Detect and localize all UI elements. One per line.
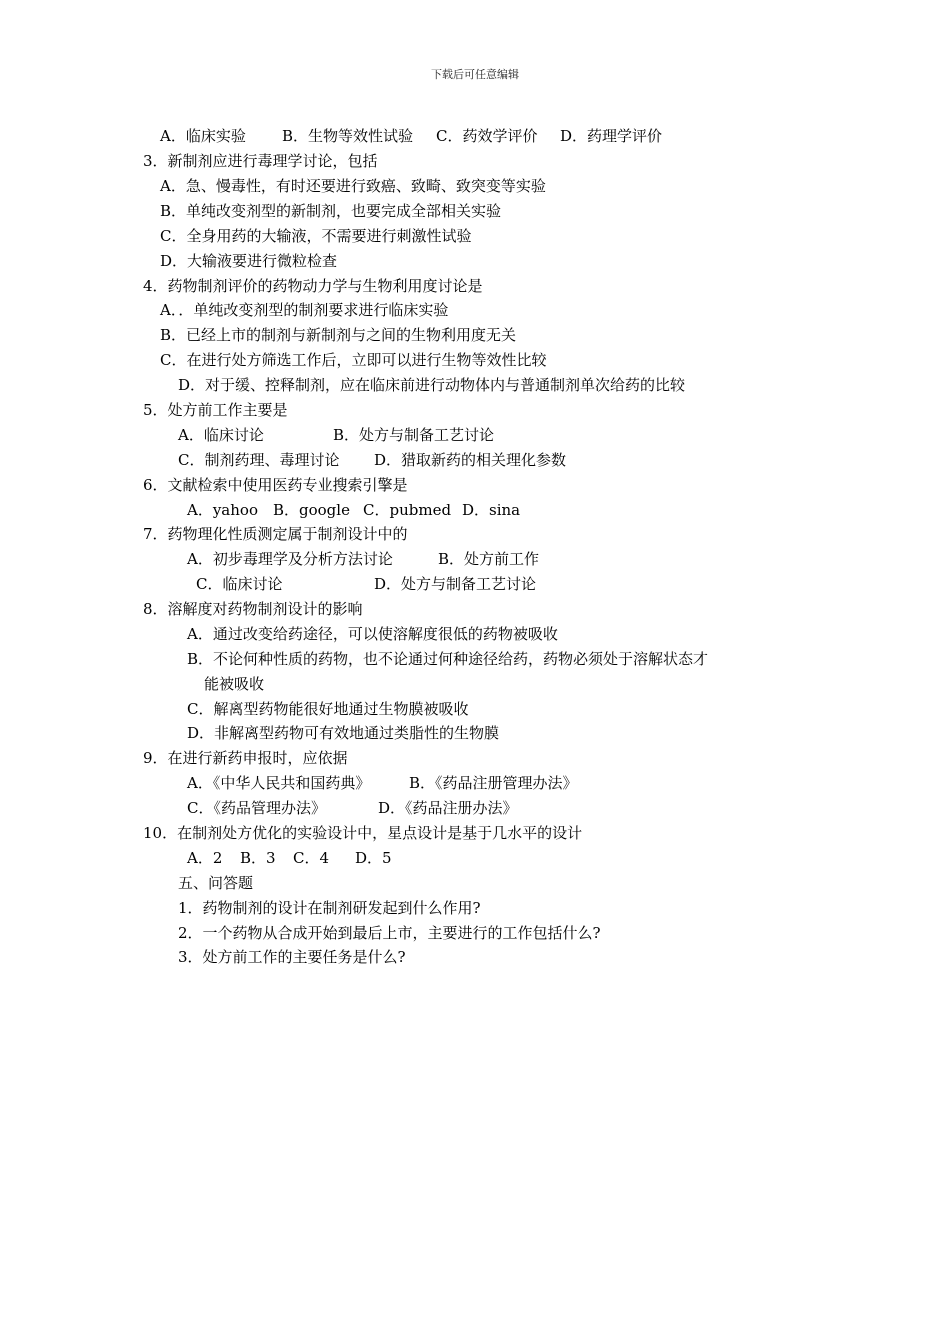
q8-option-c: C．解离型药物能很好地通过生物膜被吸收: [187, 700, 469, 718]
q7-option-c: C．临床讨论: [196, 575, 283, 593]
q3-option-a: A．急、慢毒性，有时还要进行致癌、致畸、致突变等实验: [160, 177, 546, 195]
q7-option-d: D．处方与制备工艺讨论: [374, 575, 537, 593]
page-header: 下载后可任意编辑: [431, 68, 519, 81]
q4-option-b: B．已经上市的制剂与新制剂与之间的生物利用度无关: [160, 326, 517, 344]
q10-option-b: B．3: [240, 849, 276, 867]
q8-option-a: A．通过改变给药途径，可以使溶解度很低的药物被吸收: [187, 625, 558, 643]
q3-option-c: C．全身用药的大输液，不需要进行刺激性试验: [160, 227, 472, 245]
q6-stem: 6．文献检索中使用医药专业搜索引擎是: [143, 476, 408, 494]
q9-option-c: C．《药品管理办法》: [187, 799, 326, 817]
q4-stem: 4．药物制剂评价的药物动力学与生物利用度讨论是: [143, 277, 483, 295]
q9-option-b: B．《药品注册管理办法》: [409, 774, 578, 792]
q3-option-b: B．单纯改变剂型的新制剂，也要完成全部相关实验: [160, 202, 502, 220]
q8-option-b: B．不论何种性质的药物，也不论通过何种途径给药，药物必须处于溶解状态才: [187, 650, 709, 668]
q7-stem: 7．药物理化性质测定属于制剂设计中的: [143, 525, 408, 543]
q6-option-d: D．sina: [462, 501, 521, 519]
section-5-title: 五、问答题: [178, 874, 254, 892]
q9-stem: 9．在进行新药申报时，应依据: [143, 749, 348, 767]
q6-option-c: C．pubmed: [363, 501, 452, 519]
q2-option-a: A．临床实验: [160, 127, 246, 145]
q10-option-d: D．5: [355, 849, 392, 867]
q3-option-d: D．大输液要进行微粒检查: [160, 252, 338, 270]
q7-option-a: A．初步毒理学及分析方法讨论: [187, 550, 393, 568]
essay-question-1: 1．药物制剂的设计在制剂研发起到什么作用?: [178, 899, 481, 917]
q4-option-d: D．对于缓、控释制剂，应在临床前进行动物体内与普通制剂单次给药的比较: [178, 376, 686, 394]
essay-question-3: 3．处方前工作的主要任务是什么?: [178, 948, 406, 966]
q4-option-c: C．在进行处方筛选工作后，立即可以进行生物等效性比较: [160, 351, 547, 369]
q5-option-a: A．临床讨论: [178, 426, 264, 444]
q7-option-b: B．处方前工作: [438, 550, 540, 568]
essay-question-2: 2．一个药物从合成开始到最后上市，主要进行的工作包括什么?: [178, 924, 601, 942]
q9-option-a: A．《中华人民共和国药典》: [187, 774, 371, 792]
q6-option-b: B．google: [273, 501, 350, 519]
q2-option-b: B．生物等效性试验: [282, 127, 414, 145]
q10-option-a: A．2: [187, 849, 223, 867]
q6-option-a: A．yahoo: [187, 501, 258, 519]
q3-stem: 3．新制剂应进行毒理学讨论，包括: [143, 152, 378, 170]
q10-stem: 10．在制剂处方优化的实验设计中，星点设计是基于几水平的设计: [143, 824, 583, 842]
q10-option-c: C．4: [293, 849, 330, 867]
q8-stem: 8．溶解度对药物制剂设计的影响: [143, 600, 363, 618]
q5-stem: 5．处方前工作主要是: [143, 401, 288, 419]
q8-option-d: D．非解离型药物可有效地通过类脂性的生物膜: [187, 724, 500, 742]
q2-option-c: C．药效学评价: [436, 127, 538, 145]
q8-option-b-continued: 能被吸收: [204, 675, 265, 693]
q4-option-a: A．．单纯改变剂型的制剂要求进行临床实验: [160, 301, 449, 319]
q5-option-d: D．猎取新药的相关理化参数: [374, 451, 567, 469]
q5-option-c: C．制剂药理、毒理讨论: [178, 451, 340, 469]
q9-option-d: D．《药品注册办法》: [378, 799, 518, 817]
q5-option-b: B．处方与制备工艺讨论: [333, 426, 495, 444]
q2-option-d: D．药理学评价: [560, 127, 663, 145]
